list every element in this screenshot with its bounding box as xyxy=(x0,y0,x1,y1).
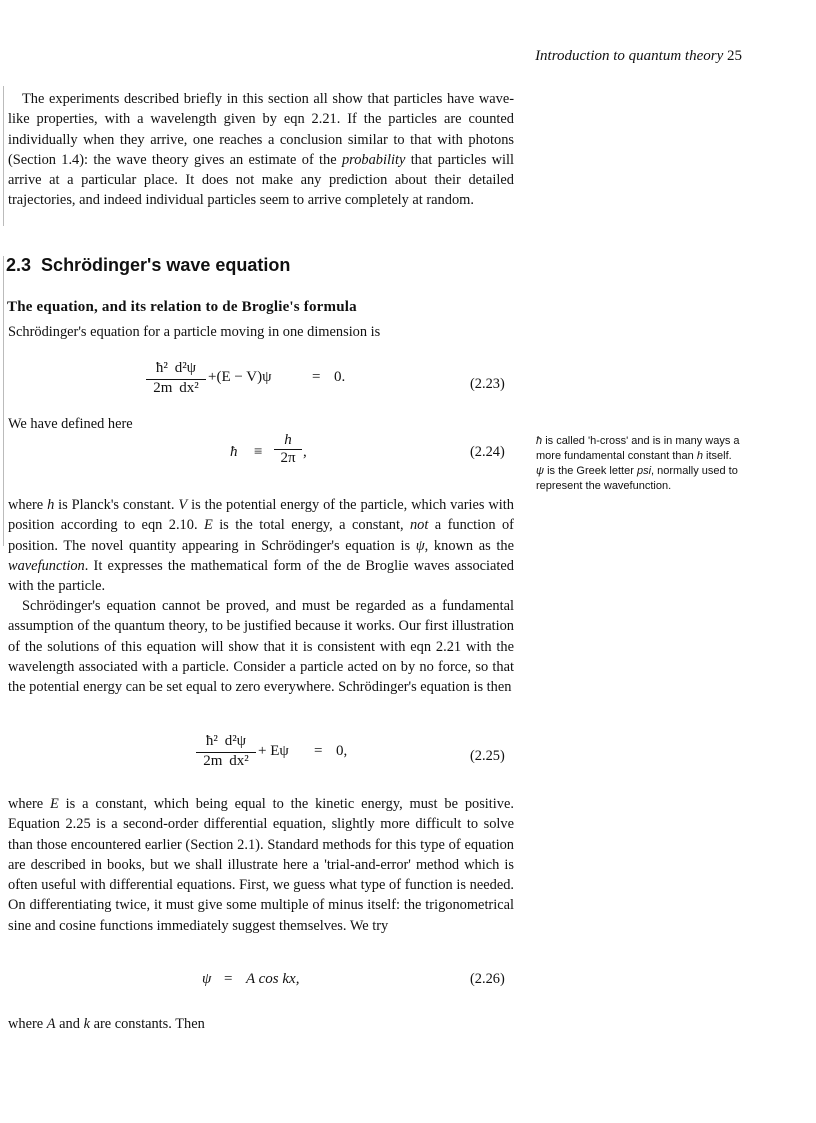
paragraph-intro: The experiments described briefly in this section all show that particles have wave-like properties, with a wavelength given by eqn 2.21. If the particles are counted individually when they arrive, one reaches a conclusion similar to that with photons (Section 1.4): the wave theory gives an estimate of the probability that particles will arrive at a particular place. It does not make any prediction about their detailed trajectories, and indeed individual particles seem to arrive completely at random. xyxy=(8,91,514,209)
equation-number: (2.23) xyxy=(470,376,505,392)
paragraph-defined: We have defined here xyxy=(8,416,133,432)
left-margin-rule xyxy=(3,256,4,546)
margin-note: ħ is called 'h-cross' and is in many ways a more fundamental constant than h itself. ψ is the Greek letter psi, normally used to represent the wavefunction. xyxy=(536,435,740,492)
paragraph-definitions: where h is Planck's constant. V is the potential energy of the particle, which varies with position according to eqn 2.10. E is the total energy, a constant, not a function of position. The novel quantity appearing in Schrödinger's equation is ψ, known as the wavefunction. It expresses the mathematical form of the de Broglie waves associated with the particle. xyxy=(8,497,514,595)
left-margin-rule xyxy=(3,86,4,226)
subsection-heading: The equation, and its relation to de Broglie's formula xyxy=(7,299,357,315)
paragraph-constants: where A and k are constants. Then xyxy=(8,1016,205,1032)
equation-number: (2.25) xyxy=(470,748,505,764)
equation-number: (2.24) xyxy=(470,444,505,460)
paragraph-trial-method: where E is a constant, which being equal to the kinetic energy, must be positive. Equation 2.25 is a second-order differential equation, slightly more difficult to solve than those encountered earlier (Section 2.1). Standard methods for this type of equation are described in books, but we shall illustrate here a 'trial-and-error' method which is often useful with differential equations. First, we guess what type of function is needed. On differentiating twice, it must give some multiple of minus itself: the trigonometrical sine and cosine functions immediately suggest themselves. We try xyxy=(8,796,514,934)
section-heading: 2.3 Schrödinger's wave equation xyxy=(6,255,291,275)
page-number: 25 xyxy=(727,48,742,64)
running-header xyxy=(535,48,742,65)
running-title: Introduction to quantum theory xyxy=(535,48,724,64)
paragraph-assumption: Schrödinger's equation cannot be proved, and must be regarded as a fundamental assumption of the quantum theory, to be justified because it works. Our first illustration of the solutions of this equation will show that it is consistent with eqn 2.21 with the wavelength associated with a particle. Consider a particle acted on by no force, so that the potential energy can be set equal to zero everywhere. Schrödinger's equation is then xyxy=(8,598,514,696)
paragraph-schrodinger-intro: Schrödinger's equation for a particle moving in one dimension is xyxy=(8,324,381,340)
equation-number: (2.26) xyxy=(470,971,505,987)
